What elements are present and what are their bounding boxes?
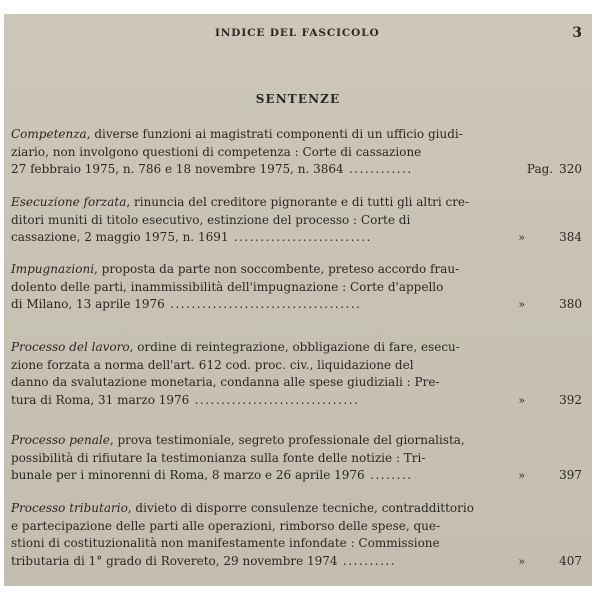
entry-line	[11, 518, 589, 536]
entry-line	[11, 535, 589, 553]
entry-line	[11, 126, 589, 144]
entry-text: cassazione, 2 maggio 1975, n. 1691 ..........................	[11, 230, 372, 245]
page-reference	[518, 296, 582, 314]
index-entry	[11, 500, 589, 570]
entry-line	[11, 339, 589, 357]
entry-line	[11, 357, 589, 375]
entry-text: possibilità di rifiutare la testimonianza sulla fonte delle notizie : Tri-	[11, 450, 426, 465]
entry-text: Esecuzione forzata, rinuncia del creditore pignorante e di tutti gli altri cre-	[11, 195, 470, 209]
page-ref-label: »	[518, 554, 526, 568]
entry-text: e partecipazione delle parti alle operazioni, rimborso delle spese, que-	[11, 518, 441, 533]
entry-line	[11, 450, 589, 468]
index-entry	[11, 339, 589, 409]
entry-line	[11, 279, 589, 297]
index-entry	[11, 432, 589, 485]
entry-line	[11, 194, 589, 212]
leader-dots: ....................................	[164, 297, 362, 312]
entry-line	[11, 500, 589, 518]
entry-text: 27 febbraio 1975, n. 786 e 18 novembre 1975, n. 3864 ............	[11, 162, 413, 177]
entry-text: tributaria di 1° grado di Rovereto, 29 novembre 1974 ..........	[11, 553, 397, 568]
entry-text: zione forzata a norma dell'art. 612 cod. proc. civ., liquidazione del	[11, 357, 414, 372]
leader-dots: ........	[364, 468, 413, 483]
entry-lead: Impugnazioni	[11, 262, 95, 276]
document-page	[4, 14, 592, 586]
entry-line	[11, 212, 589, 230]
entry-line	[11, 392, 589, 410]
page-ref-number: 407	[559, 553, 582, 568]
entry-text: ziario, non involgono questioni di competenza : Corte di cassazione	[11, 144, 422, 159]
entry-text: Processo tributario, divieto di disporre consulenze tecniche, contraddittorio	[11, 501, 474, 515]
page-ref-label: Pag.	[526, 162, 554, 177]
page-reference	[518, 553, 582, 571]
entry-text: Processo penale, prova testimoniale, segreto professionale del giornalista,	[11, 433, 465, 447]
entry-line	[11, 161, 589, 179]
leader-dots: ............	[343, 162, 413, 177]
page-number: 3	[572, 25, 582, 41]
entry-line	[11, 229, 589, 247]
entry-lead: Competenza	[11, 127, 87, 141]
page-reference	[518, 229, 582, 247]
entry-line	[11, 261, 589, 279]
header-title: INDICE DEL FASCICOLO	[215, 27, 380, 39]
index-entry	[11, 194, 589, 247]
entry-text: Impugnazioni, proposta da parte non soccombente, preteso accordo frau-	[11, 262, 460, 276]
page-header	[4, 27, 592, 45]
entry-text: Competenza, diverse funzioni ai magistrati componenti di un ufficio giudi-	[11, 127, 463, 141]
section-title: SENTENZE	[255, 92, 341, 106]
entry-text: di Milano, 13 aprile 1976 ....................................	[11, 297, 362, 312]
page-ref-label: »	[518, 231, 526, 245]
index-entry	[11, 126, 589, 179]
page-reference	[518, 467, 582, 485]
index-entry	[11, 261, 589, 314]
entry-text: Processo del lavoro, ordine di reintegrazione, obbligazione di fare, esecu-	[11, 340, 460, 354]
page-ref-number: 380	[559, 297, 582, 312]
entry-lead: Processo del lavoro	[11, 340, 130, 354]
page-ref-label: »	[518, 393, 526, 407]
entry-text: dolento delle parti, inammissibilità dell'impugnazione : Corte d'appello	[11, 279, 444, 294]
entry-text: stioni di costituzionalità non manifestamente infondate : Commissione	[11, 536, 440, 551]
entry-line	[11, 467, 589, 485]
entry-line	[11, 296, 589, 314]
leader-dots: ..........................	[228, 230, 372, 245]
entry-line	[11, 553, 589, 571]
entry-lead: Esecuzione forzata	[11, 195, 127, 209]
leader-dots: ..........	[337, 553, 397, 568]
entry-text: tura di Roma, 31 marzo 1976 ...............................	[11, 392, 360, 407]
entry-lead: Processo penale	[11, 433, 110, 447]
entry-lead: Processo tributario	[11, 501, 128, 515]
page-ref-label: »	[518, 298, 526, 312]
page-reference	[527, 161, 582, 179]
leader-dots: ...............................	[189, 392, 360, 407]
page-reference	[518, 392, 582, 410]
page-ref-number: 397	[559, 468, 582, 483]
page-ref-number: 392	[559, 392, 582, 407]
page-ref-number: 384	[559, 230, 582, 245]
page-ref-label: »	[518, 469, 526, 483]
page-ref-number: 320	[559, 162, 582, 177]
entry-text: bunale per i minorenni di Roma, 8 marzo e 26 aprile 1976 ........	[11, 468, 413, 483]
entry-line	[11, 432, 589, 450]
entry-line	[11, 374, 589, 392]
entry-line	[11, 144, 589, 162]
entry-text: ditori muniti di titolo esecutivo, estinzione del processo : Corte di	[11, 212, 411, 227]
entry-text: danno da svalutazione monetaria, condanna alle spese giudiziali : Pre-	[11, 375, 440, 390]
